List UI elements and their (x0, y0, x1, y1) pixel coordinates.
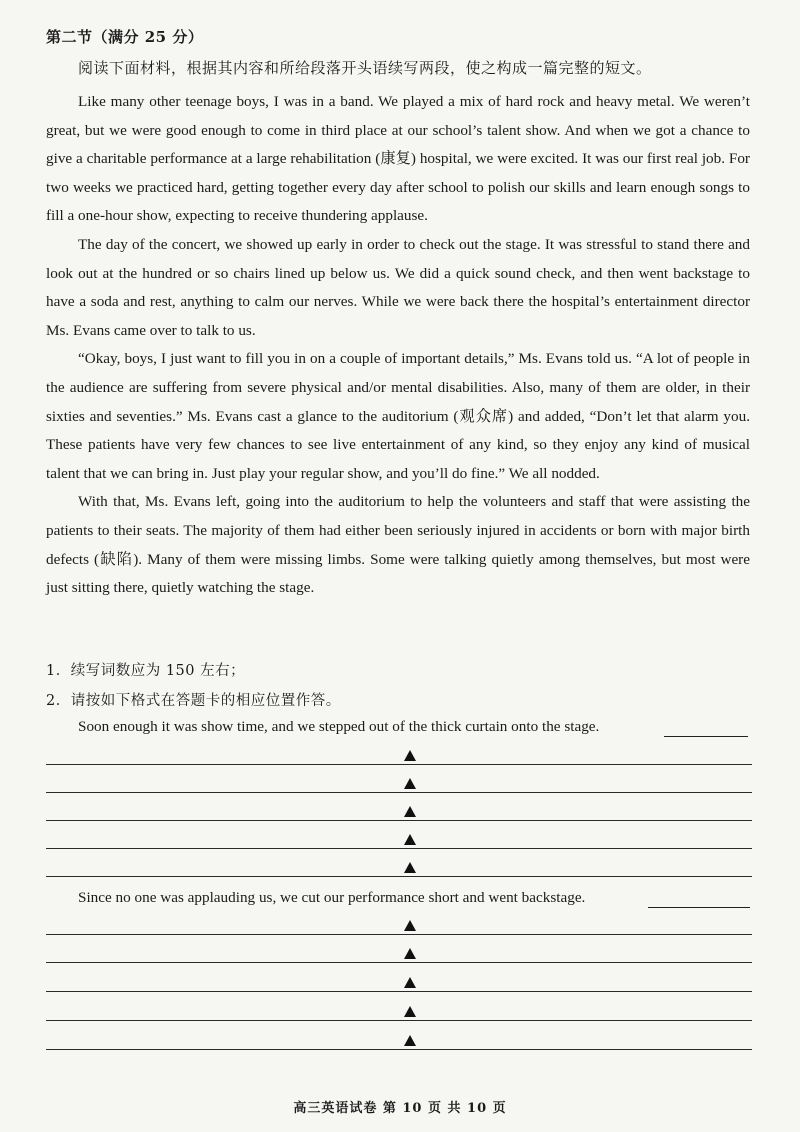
answer-marker-triangle (404, 750, 416, 761)
answer-marker-triangle (404, 920, 416, 931)
answer-line[interactable] (46, 962, 752, 963)
answer-marker-triangle (404, 806, 416, 817)
reading-passage (46, 88, 750, 603)
answer-line[interactable] (46, 848, 752, 849)
paragraph-1: Like many other teenage boys, I was in a band. We played a mix of hard rock and heavy metal. We weren’t great, but we were good enough to come in third place at our school’s talent show. And when we got a chance to give a charitable performance at a large rehabilitation (康复) hospital, we were excited. It was our first real job. For two weeks we practiced hard, getting together every day after school to polish our skills and learn enough songs to fill a one-hour show, expecting to receive thundering applause. (46, 93, 750, 225)
requirement-1: 1．续写词数应为 150 左右； (46, 663, 246, 679)
page-footer: 高三英语试卷 第 10 页 共 10 页 (293, 1101, 507, 1116)
answer-marker-triangle (404, 948, 416, 959)
answer-marker-triangle (404, 862, 416, 873)
answer-line[interactable] (46, 1049, 752, 1050)
answer-line[interactable] (46, 792, 752, 793)
prompt-1-blank[interactable] (664, 736, 748, 737)
answer-line[interactable] (46, 820, 752, 821)
continuation-prompt-1: Soon enough it was show time, and we stepped out of the thick curtain onto the stage. (78, 718, 600, 735)
answer-marker-triangle (404, 1035, 416, 1046)
instruction-text: 阅读下面材料，根据其内容和所给段落开头语续写两段，使之构成一篇完整的短文。 (78, 59, 652, 77)
answer-marker-triangle (404, 834, 416, 845)
answer-line[interactable] (46, 991, 752, 992)
answer-marker-triangle (404, 778, 416, 789)
requirement-2: 2．请按如下格式在答题卡的相应位置作答。 (46, 693, 341, 709)
paragraph-3: “Okay, boys, I just want to fill you in on a couple of important details,” Ms. Evans told us. “A lot of people in the audience are suffering from severe physical and/or mental disabilities. Also, many of them are older, in their sixties and seventies.” Ms. Evans cast a glance to the auditorium (观众席) and added, “Don’t let that alarm you. These patients have very few chances to see live entertainment of any kind, so they enjoy any kind of musical talent that we can bring in. Just play your regular show, and you’ll do fine.” We all nodded. (46, 350, 750, 482)
continuation-prompt-2: Since no one was applauding us, we cut our performance short and went backstage. (78, 889, 586, 906)
answer-line[interactable] (46, 876, 752, 877)
paragraph-4: With that, Ms. Evans left, going into the auditorium to help the volunteers and staff that were assisting the patients to their seats. The majority of them had either been seriously injured in accidents or born with major birth defects (缺陷). Many of them were missing limbs. Some were talking quietly among themselves, but most were just sitting there, quietly watching the stage. (46, 493, 750, 597)
answer-line[interactable] (46, 1020, 752, 1021)
answer-line[interactable] (46, 934, 752, 935)
answer-line[interactable] (46, 764, 752, 765)
paragraph-2: The day of the concert, we showed up early in order to check out the stage. It was stressful to stand there and look out at the hundred or so chairs lined up below us. We did a quick sound check, and then went backstage to have a soda and rest, anything to calm our nerves. While we were back there the hospital’s entertainment director Ms. Evans came over to talk to us. (46, 235, 750, 339)
prompt-2-blank[interactable] (648, 907, 750, 908)
section-title: 第二节（满分 25 分） (46, 28, 204, 46)
answer-marker-triangle (404, 1006, 416, 1017)
answer-marker-triangle (404, 977, 416, 988)
